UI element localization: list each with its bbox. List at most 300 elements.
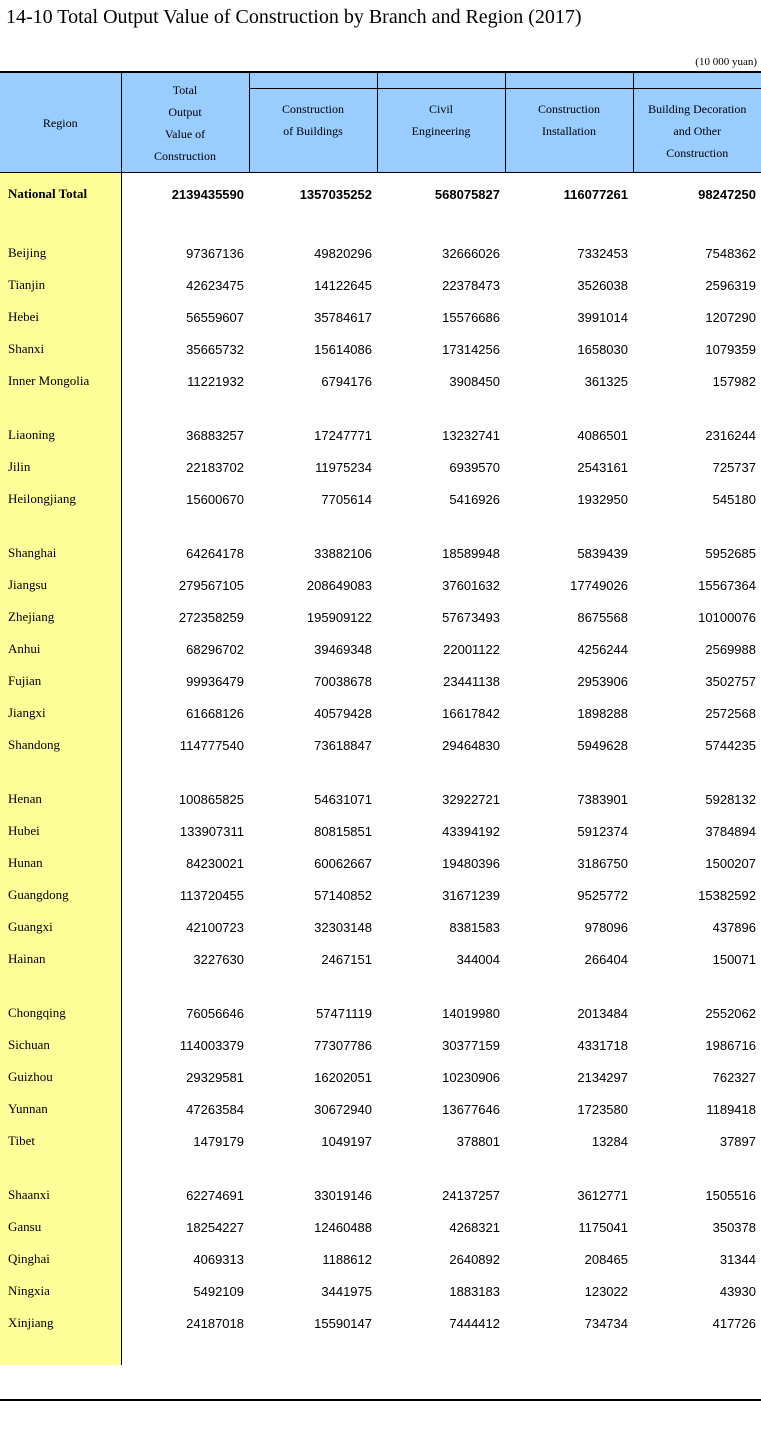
table-row — [0, 601, 761, 633]
region-name: Ningxia — [0, 1275, 121, 1307]
table-row — [0, 1243, 761, 1275]
value-decoration: 15382592 — [698, 887, 756, 903]
region-name: Jiangsu — [0, 569, 121, 601]
region-name: Fujian — [0, 665, 121, 697]
spacer-cell — [249, 515, 377, 537]
value-decoration: 725737 — [712, 459, 756, 475]
header-civil — [377, 89, 505, 173]
table-row — [0, 665, 761, 697]
value-civil: 8381583 — [449, 919, 500, 935]
value-total: 22183702 — [186, 459, 244, 475]
value-installation: 123022 — [584, 1283, 628, 1299]
header-buildings — [249, 89, 377, 173]
value-civil: 19480396 — [442, 855, 500, 871]
value-decoration: 417726 — [712, 1315, 756, 1331]
value-decoration: 1500207 — [705, 855, 756, 871]
value-total: 35665732 — [186, 341, 244, 357]
table-row — [0, 943, 761, 975]
value-decoration: 31344 — [719, 1251, 756, 1267]
header-decoration-line: Construction — [666, 145, 729, 160]
value-civil: 15576686 — [442, 309, 500, 325]
spacer-cell — [249, 215, 377, 237]
spacer-cell — [121, 515, 249, 537]
value-installation: 17749026 — [570, 577, 628, 593]
value-total: 3227630 — [193, 951, 244, 967]
value-buildings: 73618847 — [314, 737, 372, 753]
spacer-cell — [377, 515, 505, 537]
value-buildings: 40579428 — [314, 705, 372, 721]
table-row — [0, 1275, 761, 1307]
group-spacer-row — [0, 515, 761, 537]
value-total: 279567105 — [178, 577, 244, 593]
region-name: Hainan — [0, 943, 121, 975]
value-decoration: 5952685 — [705, 545, 756, 561]
table-row — [0, 1211, 761, 1243]
region-name: Zhejiang — [0, 601, 121, 633]
region-name: Anhui — [0, 633, 121, 665]
value-buildings: 57471119 — [316, 1005, 372, 1021]
table-row — [0, 1125, 761, 1157]
header-buildings-line: Construction — [282, 101, 344, 116]
value-decoration: 1986716 — [705, 1037, 756, 1053]
value-total: 36883257 — [186, 427, 244, 443]
value-buildings: 39469348 — [314, 641, 372, 657]
page-title: 14-10 Total Output Value of Construction by Branch and Region (2017) — [6, 6, 582, 28]
value-civil: 22378473 — [442, 277, 500, 293]
header-region: Region — [0, 73, 121, 173]
group-spacer-row — [0, 215, 761, 237]
table-row — [0, 879, 761, 911]
value-buildings: 49820296 — [314, 245, 372, 261]
value-total: 5492109 — [193, 1283, 244, 1299]
value-total: 18254227 — [186, 1219, 244, 1235]
value-total: 114777540 — [179, 737, 244, 753]
region-name: Hebei — [0, 301, 121, 333]
spacer-cell — [377, 1157, 505, 1179]
spacer-cell — [377, 975, 505, 997]
spacer-cell — [0, 515, 121, 537]
spacer-cell — [0, 215, 121, 237]
table-row — [0, 729, 761, 761]
region-name: Shanxi — [0, 333, 121, 365]
value-civil: 32922721 — [442, 791, 500, 807]
value-installation: 4086501 — [577, 427, 628, 443]
spacer-cell — [121, 215, 249, 237]
value-decoration: 1207290 — [705, 309, 756, 325]
spacer-cell — [0, 397, 121, 419]
spacer-cell — [633, 761, 761, 783]
table-row — [0, 783, 761, 815]
region-name: Beijing — [0, 237, 121, 269]
value-installation: 5949628 — [577, 737, 628, 753]
region-name: National Total — [0, 173, 121, 216]
value-buildings: 6794176 — [321, 373, 372, 389]
value-civil: 5416926 — [449, 491, 500, 507]
spacer-cell — [505, 397, 633, 419]
value-total: 76056646 — [186, 1005, 244, 1021]
header-spacer — [505, 73, 633, 89]
value-civil: 6939570 — [449, 459, 500, 475]
header-installation-line: Construction — [538, 101, 600, 116]
header-total-line: Output — [168, 104, 202, 119]
value-buildings: 70038678 — [314, 673, 372, 689]
spacer-cell — [505, 1157, 633, 1179]
value-civil: 18589948 — [442, 545, 500, 561]
region-name: Yunnan — [0, 1093, 121, 1125]
value-civil: 57673493 — [442, 609, 500, 625]
value-installation: 361325 — [584, 373, 628, 389]
spacer-cell — [505, 1339, 633, 1365]
value-civil: 24137257 — [442, 1187, 500, 1203]
spacer-cell — [0, 1157, 121, 1179]
region-name: Hubei — [0, 815, 121, 847]
spacer-cell — [633, 397, 761, 419]
value-installation: 2543161 — [577, 459, 628, 475]
table-row — [0, 301, 761, 333]
value-decoration: 37897 — [719, 1133, 756, 1149]
region-name: Jiangxi — [0, 697, 121, 729]
value-buildings: 30672940 — [314, 1101, 372, 1117]
table-row — [0, 419, 761, 451]
region-name: Hunan — [0, 847, 121, 879]
value-civil: 378801 — [456, 1133, 500, 1149]
value-total: 11221932 — [187, 373, 244, 389]
value-civil: 29464830 — [442, 737, 500, 753]
value-civil: 344004 — [456, 951, 500, 967]
header-decoration-line: and Other — [673, 123, 722, 138]
region-name: Sichuan — [0, 1029, 121, 1061]
value-civil: 31671239 — [442, 887, 500, 903]
value-total: 1479179 — [193, 1133, 244, 1149]
table-row — [0, 697, 761, 729]
header-installation-line: Installation — [542, 123, 596, 138]
group-spacer-row — [0, 1157, 761, 1179]
value-installation: 3186750 — [577, 855, 628, 871]
value-civil: 568075827 — [434, 186, 500, 202]
value-civil: 23441138 — [443, 673, 500, 689]
spacer-cell — [377, 1339, 505, 1365]
value-buildings: 33019146 — [314, 1187, 372, 1203]
national-total-row — [0, 173, 761, 216]
region-name: Tibet — [0, 1125, 121, 1157]
spacer-cell — [633, 975, 761, 997]
value-civil: 2640892 — [449, 1251, 500, 1267]
header-decoration — [633, 89, 761, 173]
header-total-line: Construction — [154, 148, 216, 163]
value-buildings: 57140852 — [314, 887, 372, 903]
region-name: Guangxi — [0, 911, 121, 943]
table-body — [0, 173, 761, 1366]
header-total-line: Total — [172, 82, 198, 97]
value-total: 47263584 — [186, 1101, 244, 1117]
value-total: 2139435590 — [171, 186, 244, 202]
value-buildings: 11975234 — [315, 459, 372, 475]
table-row — [0, 569, 761, 601]
table-row — [0, 483, 761, 515]
value-installation: 266404 — [584, 951, 628, 967]
value-decoration: 2596319 — [705, 277, 756, 293]
spacer-cell — [377, 761, 505, 783]
region-name: Guangdong — [0, 879, 121, 911]
value-installation: 1175041 — [578, 1219, 628, 1235]
region-name: Liaoning — [0, 419, 121, 451]
value-civil: 13677646 — [442, 1101, 500, 1117]
value-civil: 43394192 — [442, 823, 500, 839]
value-installation: 734734 — [584, 1315, 628, 1331]
header-total-line: Value of — [164, 126, 206, 141]
table-row — [0, 815, 761, 847]
value-buildings: 17247771 — [314, 427, 372, 443]
value-decoration: 350378 — [712, 1219, 756, 1235]
value-installation: 2134297 — [577, 1069, 628, 1085]
header-civil-line: Civil — [428, 101, 453, 116]
value-installation: 2013484 — [577, 1005, 628, 1021]
spacer-cell — [121, 761, 249, 783]
value-total: 4069313 — [193, 1251, 244, 1267]
group-spacer-row — [0, 975, 761, 997]
value-buildings: 15590147 — [314, 1315, 372, 1331]
value-installation: 4256244 — [577, 641, 628, 657]
region-name: Jilin — [0, 451, 121, 483]
value-buildings: 15614086 — [314, 341, 372, 357]
region-name: Chongqing — [0, 997, 121, 1029]
value-installation: 208465 — [584, 1251, 628, 1267]
spacer-cell — [505, 215, 633, 237]
spacer-cell — [121, 1339, 249, 1365]
value-decoration: 7548362 — [705, 245, 756, 261]
value-decoration: 545180 — [712, 491, 756, 507]
table-row — [0, 1307, 761, 1339]
value-total: 113720455 — [179, 887, 244, 903]
value-decoration: 98247250 — [698, 186, 756, 202]
region-name: Shandong — [0, 729, 121, 761]
value-decoration: 437896 — [712, 919, 756, 935]
table-row — [0, 237, 761, 269]
value-buildings: 14122645 — [314, 277, 372, 293]
spacer-cell — [505, 515, 633, 537]
value-total: 97367136 — [186, 245, 244, 261]
value-installation: 978096 — [584, 919, 628, 935]
value-total: 62274691 — [186, 1187, 244, 1203]
value-buildings: 80815851 — [314, 823, 372, 839]
value-buildings: 32303148 — [314, 919, 372, 935]
value-buildings: 16202051 — [314, 1069, 372, 1085]
value-decoration: 5744235 — [705, 737, 756, 753]
value-buildings: 1188612 — [322, 1251, 372, 1267]
value-civil: 30377159 — [442, 1037, 500, 1053]
value-buildings: 33882106 — [314, 545, 372, 561]
spacer-cell — [633, 515, 761, 537]
value-total: 42100723 — [186, 919, 244, 935]
value-decoration: 2572568 — [705, 705, 756, 721]
value-installation: 1658030 — [577, 341, 628, 357]
spacer-cell — [377, 397, 505, 419]
header-total — [121, 73, 249, 173]
value-buildings: 35784617 — [314, 309, 372, 325]
value-decoration: 2569988 — [705, 641, 756, 657]
value-total: 56559607 — [186, 309, 244, 325]
group-spacer-row — [0, 761, 761, 783]
region-name: Inner Mongolia — [0, 365, 121, 397]
header-spacer — [377, 73, 505, 89]
value-decoration: 157982 — [712, 373, 756, 389]
spacer-cell — [377, 215, 505, 237]
value-buildings: 1049197 — [321, 1133, 372, 1149]
spacer-cell — [249, 397, 377, 419]
table-row — [0, 1061, 761, 1093]
header-installation — [505, 89, 633, 173]
spacer-cell — [0, 975, 121, 997]
spacer-cell — [249, 1157, 377, 1179]
value-decoration: 2552062 — [705, 1005, 756, 1021]
value-installation: 1932950 — [577, 491, 628, 507]
value-total: 114003379 — [179, 1037, 244, 1053]
table-row — [0, 451, 761, 483]
value-decoration: 15567364 — [698, 577, 756, 593]
spacer-cell — [249, 761, 377, 783]
spacer-cell — [249, 975, 377, 997]
value-decoration: 1189418 — [706, 1101, 756, 1117]
table-row — [0, 365, 761, 397]
value-total: 15600670 — [186, 491, 244, 507]
table-row — [0, 537, 761, 569]
value-civil: 17314256 — [442, 341, 500, 357]
value-buildings: 2467151 — [321, 951, 372, 967]
header-spacer — [633, 73, 761, 89]
value-buildings: 195909122 — [306, 609, 372, 625]
spacer-cell — [633, 215, 761, 237]
region-name: Shanghai — [0, 537, 121, 569]
bottom-rule — [0, 1399, 761, 1401]
value-buildings: 1357035252 — [299, 186, 372, 202]
value-installation: 8675568 — [577, 609, 628, 625]
table-row — [0, 269, 761, 301]
value-installation: 3526038 — [577, 277, 628, 293]
value-civil: 3908450 — [449, 373, 500, 389]
spacer-cell — [633, 1339, 761, 1365]
value-total: 64264178 — [186, 545, 244, 561]
value-total: 133907311 — [179, 823, 244, 839]
output-table — [0, 73, 761, 1365]
value-civil: 22001122 — [443, 641, 500, 657]
region-name: Heilongjiang — [0, 483, 121, 515]
value-decoration: 2316244 — [705, 427, 756, 443]
value-installation: 5839439 — [577, 545, 628, 561]
region-name: Qinghai — [0, 1243, 121, 1275]
value-buildings: 3441975 — [321, 1283, 372, 1299]
group-spacer-row — [0, 397, 761, 419]
table-row — [0, 997, 761, 1029]
value-installation: 7383901 — [577, 791, 628, 807]
value-buildings: 7705614 — [321, 491, 372, 507]
value-total: 42623475 — [186, 277, 244, 293]
value-installation: 1898288 — [577, 705, 628, 721]
value-installation: 1723580 — [577, 1101, 628, 1117]
region-name: Tianjin — [0, 269, 121, 301]
value-installation: 3991014 — [577, 309, 628, 325]
value-civil: 7444412 — [449, 1315, 500, 1331]
value-total: 99936479 — [186, 673, 244, 689]
value-decoration: 10100076 — [698, 609, 756, 625]
value-buildings: 12460488 — [314, 1219, 372, 1235]
table-row — [0, 1093, 761, 1125]
table-row — [0, 333, 761, 365]
unit-label: (10 000 yuan) — [695, 56, 757, 68]
spacer-cell — [0, 1339, 121, 1365]
value-decoration: 3784894 — [705, 823, 756, 839]
value-total: 24187018 — [186, 1315, 244, 1331]
table-row — [0, 633, 761, 665]
value-installation: 7332453 — [577, 245, 628, 261]
value-total: 272358259 — [178, 609, 244, 625]
value-decoration: 1079359 — [705, 341, 756, 357]
spacer-cell — [633, 1157, 761, 1179]
value-civil: 13232741 — [442, 427, 500, 443]
region-name: Gansu — [0, 1211, 121, 1243]
value-civil: 37601632 — [442, 577, 500, 593]
value-buildings: 77307786 — [314, 1037, 372, 1053]
value-total: 61668126 — [186, 705, 244, 721]
value-installation: 3612771 — [577, 1187, 628, 1203]
value-decoration: 5928132 — [705, 791, 756, 807]
value-installation: 4331718 — [577, 1037, 628, 1053]
table-row — [0, 911, 761, 943]
region-name: Shaanxi — [0, 1179, 121, 1211]
trailing-spacer-row — [0, 1339, 761, 1365]
value-decoration: 43930 — [719, 1283, 756, 1299]
header-decoration-line: Building Decoration — [648, 101, 747, 116]
value-decoration: 150071 — [712, 951, 756, 967]
region-name: Henan — [0, 783, 121, 815]
spacer-cell — [505, 761, 633, 783]
value-civil: 10230906 — [442, 1069, 500, 1085]
region-name: Xinjiang — [0, 1307, 121, 1339]
table-row — [0, 1029, 761, 1061]
value-civil: 14019980 — [442, 1005, 500, 1021]
value-total: 84230021 — [186, 855, 244, 871]
spacer-cell — [121, 975, 249, 997]
table-header — [0, 73, 761, 173]
value-total: 68296702 — [186, 641, 244, 657]
header-buildings-line: of Buildings — [283, 123, 343, 138]
spacer-cell — [0, 761, 121, 783]
table-row — [0, 847, 761, 879]
spacer-cell — [249, 1339, 377, 1365]
value-installation: 9525772 — [577, 887, 628, 903]
value-civil: 32666026 — [442, 245, 500, 261]
value-installation: 116077261 — [563, 186, 628, 202]
value-civil: 1883183 — [449, 1283, 500, 1299]
value-buildings: 60062667 — [314, 855, 372, 871]
value-decoration: 1505516 — [705, 1187, 756, 1203]
spacer-cell — [505, 975, 633, 997]
value-buildings: 208649083 — [306, 577, 372, 593]
value-buildings: 54631071 — [314, 791, 372, 807]
header-civil-line: Engineering — [411, 123, 471, 138]
value-installation: 5912374 — [577, 823, 628, 839]
value-decoration: 762327 — [712, 1069, 756, 1085]
value-total: 100865825 — [178, 791, 244, 807]
table-row — [0, 1179, 761, 1211]
value-installation: 13284 — [591, 1133, 628, 1149]
value-total: 29329581 — [186, 1069, 244, 1085]
region-name: Guizhou — [0, 1061, 121, 1093]
header-spacer — [249, 73, 377, 89]
value-civil: 4268321 — [449, 1219, 500, 1235]
spacer-cell — [121, 397, 249, 419]
value-installation: 2953906 — [577, 673, 628, 689]
value-decoration: 3502757 — [705, 673, 756, 689]
